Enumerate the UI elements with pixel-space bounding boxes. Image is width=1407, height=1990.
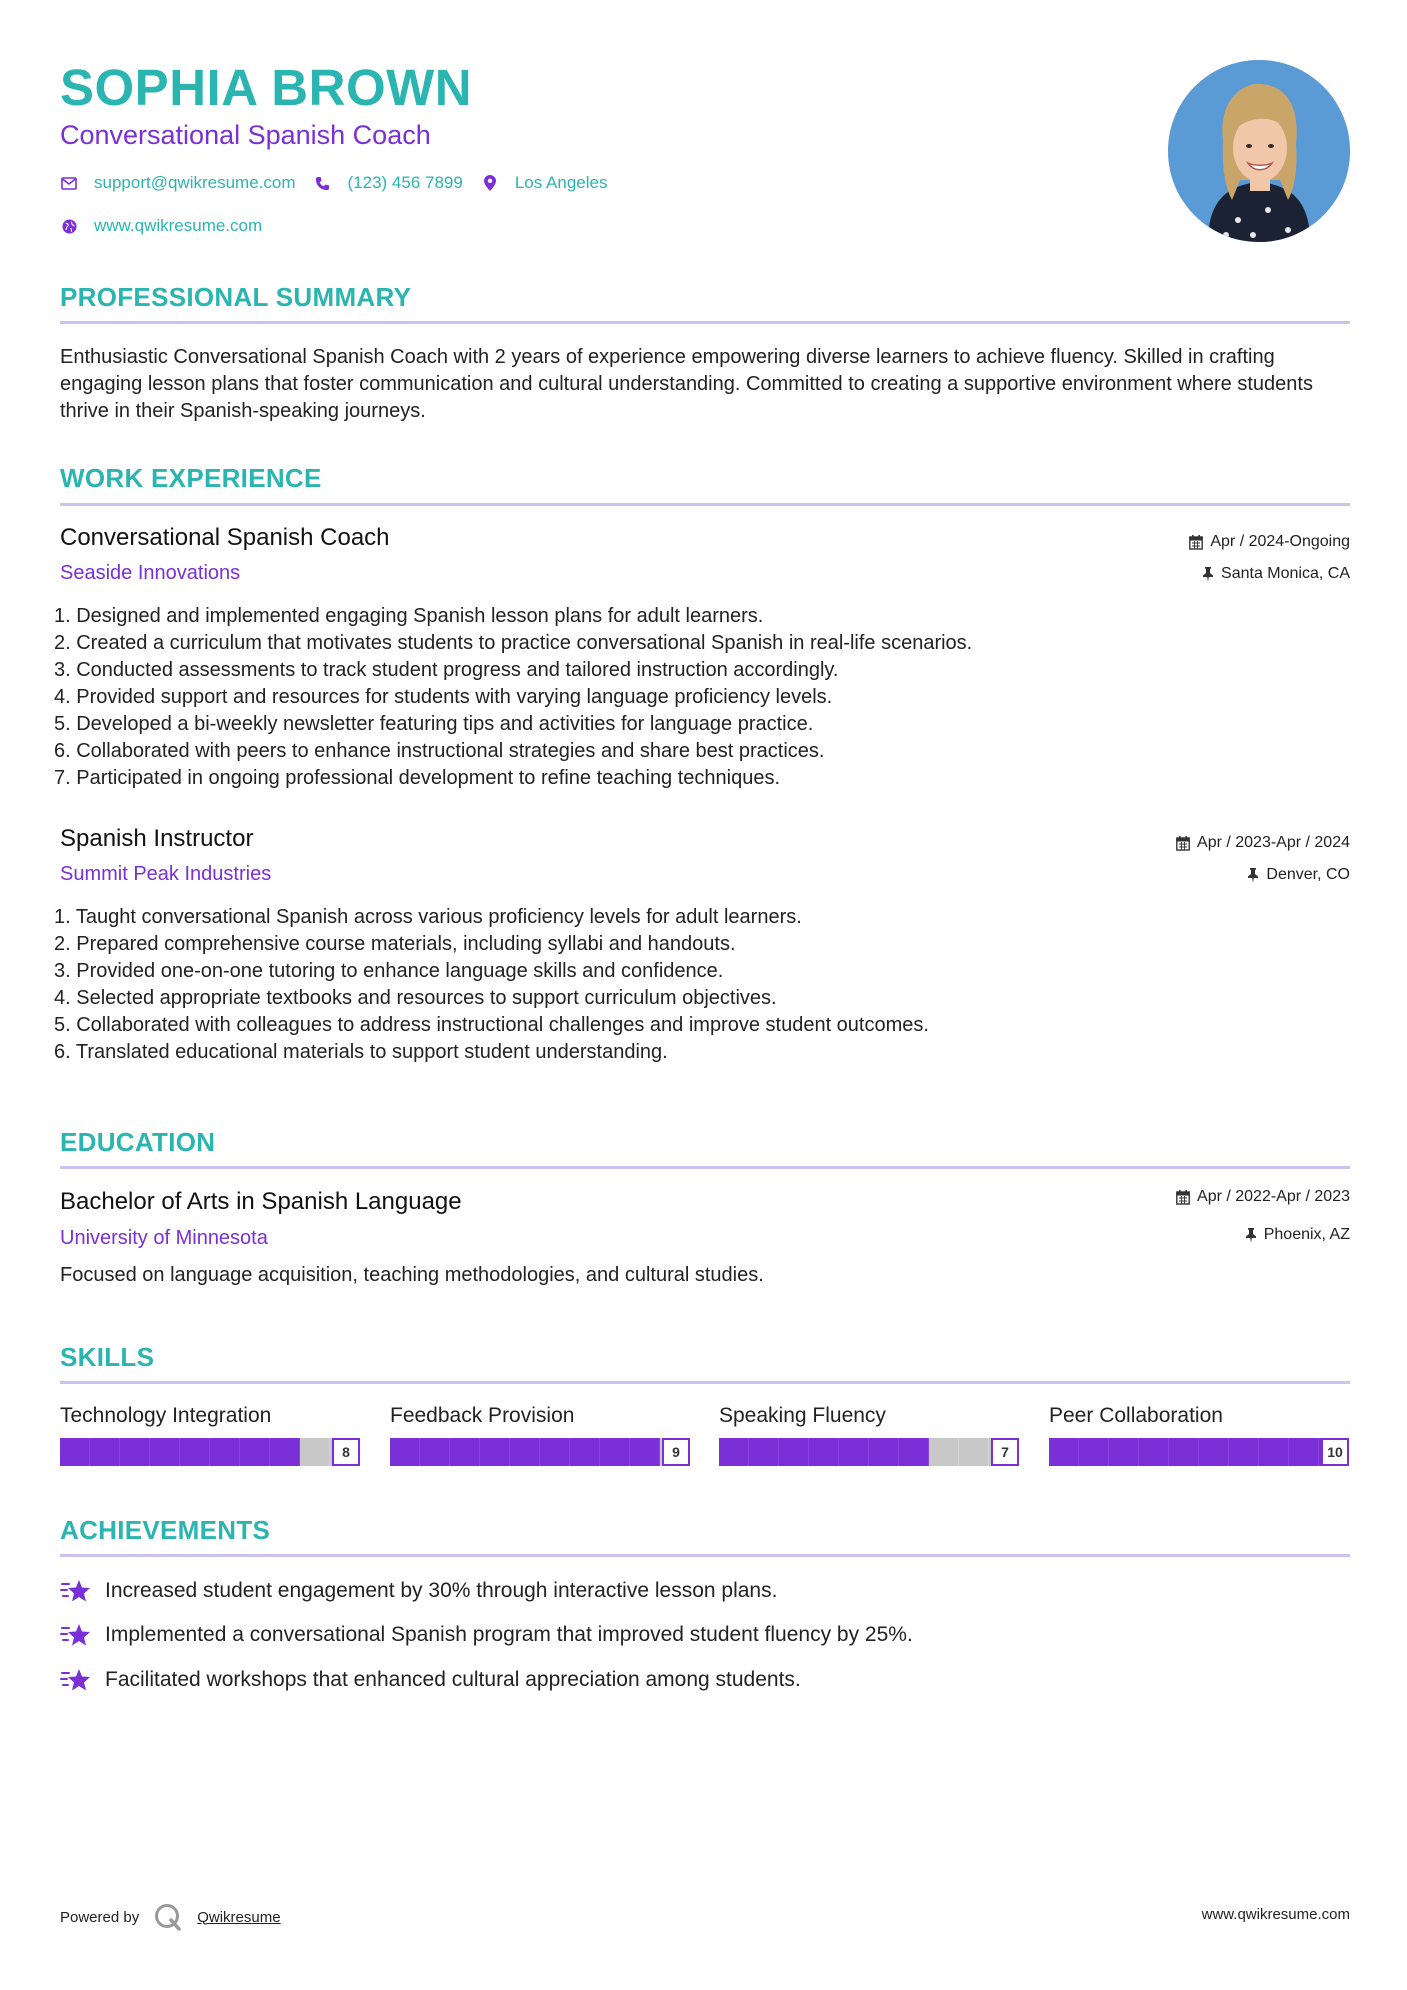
skill-segment-empty <box>300 1438 330 1466</box>
skill-level-badge: 8 <box>332 1438 360 1466</box>
powered-by-label: Powered by <box>60 1908 140 1926</box>
section-divider <box>60 503 1350 506</box>
footer-url[interactable]: www.qwikresume.com <box>1201 1906 1350 1923</box>
website-link[interactable]: www.qwikresume.com <box>94 216 263 235</box>
skill-segment-filled <box>210 1438 240 1466</box>
job-dates <box>1176 834 1350 852</box>
candidate-name: SOPHIA BROWN <box>60 59 473 116</box>
experience-heading: WORK EXPERIENCE <box>60 463 322 493</box>
section-divider <box>60 1166 1350 1169</box>
section-divider <box>60 321 1350 324</box>
contact-row-primary <box>60 173 625 193</box>
list-item: 1. Designed and implemented engaging Spanish lesson plans for adult learners. <box>54 605 764 627</box>
skill-segment-filled <box>240 1438 270 1466</box>
skill-segment-filled <box>390 1438 420 1466</box>
qwikresume-link[interactable]: Qwikresume <box>197 1908 281 1926</box>
job-dates-text: Apr / 2024-Ongoing <box>1210 533 1350 550</box>
skill-segment-filled <box>540 1438 570 1466</box>
job-dates <box>1189 533 1350 551</box>
school-name: University of Minnesota <box>60 1227 268 1249</box>
calendar-icon <box>1176 836 1190 851</box>
pin-icon <box>1202 567 1214 582</box>
footer-powered-by <box>60 1902 281 1932</box>
skill-segment-filled <box>270 1438 300 1466</box>
achievement-text: Implemented a conversational Spanish program that improved student fluency by 25%. <box>105 1623 913 1646</box>
skill-segment-filled <box>749 1438 779 1466</box>
achievement-item <box>60 1666 801 1694</box>
globe-icon <box>60 217 78 235</box>
education-dates-text: Apr / 2022-Apr / 2023 <box>1197 1188 1350 1205</box>
list-item: 3. Conducted assessments to track student progress and tailored instruction accordingly. <box>54 659 839 681</box>
skill-segment-filled <box>1169 1438 1199 1466</box>
skill-segment-filled <box>1109 1438 1139 1466</box>
skill-label: Feedback Provision <box>390 1404 575 1427</box>
job-location-text: Denver, CO <box>1266 866 1350 883</box>
job-duties-list <box>54 904 929 1066</box>
calendar-icon <box>1189 535 1203 550</box>
skill-segment-filled <box>1079 1438 1109 1466</box>
skill-level-badge: 9 <box>662 1438 690 1466</box>
skill-segment-filled <box>899 1438 929 1466</box>
pin-icon <box>1247 868 1259 883</box>
job-title: Conversational Spanish Coach <box>60 524 390 551</box>
skill-level-badge: 7 <box>991 1438 1019 1466</box>
list-item: 2. Created a curriculum that motivates students to practice conversational Spanish in real-life scenarios. <box>54 632 973 654</box>
email-link[interactable]: support@qwikresume.com <box>94 173 296 192</box>
summary-text: Enthusiastic Conversational Spanish Coach with 2 years of experience empowering diverse learners to achieve fluency. Skilled in crafting engaging lesson plans that foster communication and cultural understanding. Committed to creating a supportive environment where students thrive in their Spanish-speaking journeys. <box>60 346 1313 422</box>
phone-icon <box>314 174 332 192</box>
skill-segment-filled <box>510 1438 540 1466</box>
profile-photo <box>1168 60 1350 242</box>
skill-segment-filled <box>839 1438 869 1466</box>
list-item: 4. Provided support and resources for students with varying language proficiency levels. <box>54 686 833 708</box>
skill-label: Peer Collaboration <box>1049 1404 1223 1427</box>
location-text: Los Angeles <box>514 173 608 192</box>
email-icon <box>60 174 78 192</box>
star-icon <box>60 1577 92 1605</box>
skill-bar <box>60 1438 360 1466</box>
skill-segment-filled <box>450 1438 480 1466</box>
star-icon <box>60 1666 92 1694</box>
achievement-item <box>60 1621 913 1649</box>
skill-segment-filled <box>1229 1438 1259 1466</box>
skill-segment-filled <box>1199 1438 1229 1466</box>
education-location-text: Phoenix, AZ <box>1263 1226 1350 1243</box>
skill-segment-filled <box>1289 1438 1319 1466</box>
list-item: 1. Taught conversational Spanish across various proficiency levels for adult learners. <box>54 906 802 928</box>
achievement-item <box>60 1577 777 1605</box>
job-duties-list <box>54 603 972 792</box>
skill-segment-filled <box>809 1438 839 1466</box>
list-item: 6. Collaborated with peers to enhance instructional strategies and share best practices. <box>54 740 825 762</box>
list-item: 5. Developed a bi-weekly newsletter featuring tips and activities for language practice. <box>54 713 814 735</box>
job-title: Spanish Instructor <box>60 825 254 852</box>
map-pin-icon <box>481 174 499 192</box>
education-heading: EDUCATION <box>60 1127 216 1157</box>
skill-segment-filled <box>719 1438 749 1466</box>
skill-segment-filled <box>570 1438 600 1466</box>
skill-segment-filled <box>1139 1438 1169 1466</box>
education-dates <box>1176 1188 1350 1206</box>
candidate-title: Conversational Spanish Coach <box>60 120 431 150</box>
contact-row-secondary <box>60 216 280 236</box>
skill-segment-filled <box>90 1438 120 1466</box>
list-item: 6. Translated educational materials to support student understanding. <box>54 1041 668 1063</box>
job-location <box>1202 565 1350 583</box>
summary-heading: PROFESSIONAL SUMMARY <box>60 282 412 312</box>
list-item: 3. Provided one-on-one tutoring to enhance language skills and confidence. <box>54 960 724 982</box>
job-dates-text: Apr / 2023-Apr / 2024 <box>1197 834 1350 851</box>
skill-segment-filled <box>1259 1438 1289 1466</box>
section-divider <box>60 1554 1350 1557</box>
skill-segment-filled <box>1049 1438 1079 1466</box>
skill-segment-filled <box>480 1438 510 1466</box>
achievement-text: Increased student engagement by 30% through interactive lesson plans. <box>105 1579 778 1602</box>
list-item: 7. Participated in ongoing professional development to refine teaching techniques. <box>54 767 781 789</box>
job-location-text: Santa Monica, CA <box>1221 565 1350 582</box>
skill-segment-filled <box>869 1438 899 1466</box>
skill-bar <box>390 1438 690 1466</box>
skill-bar <box>1049 1438 1349 1466</box>
education-location <box>1245 1226 1350 1244</box>
company-name: Summit Peak Industries <box>60 863 272 885</box>
skill-segment-filled <box>600 1438 630 1466</box>
skill-level-badge: 10 <box>1321 1438 1349 1466</box>
skill-segment-filled <box>60 1438 90 1466</box>
skill-segment-filled <box>150 1438 180 1466</box>
list-item: 5. Collaborated with colleagues to address instructional challenges and improve student outcomes. <box>54 1014 929 1036</box>
qwikresume-logo-icon <box>153 1902 183 1932</box>
skill-label: Technology Integration <box>60 1404 272 1427</box>
skills-heading: SKILLS <box>60 1342 155 1372</box>
list-item: 2. Prepared comprehensive course materials, including syllabi and handouts. <box>54 933 736 955</box>
company-name: Seaside Innovations <box>60 562 241 584</box>
phone-number[interactable]: (123) 456 7899 <box>347 173 463 192</box>
list-item: 4. Selected appropriate textbooks and resources to support curriculum objectives. <box>54 987 777 1009</box>
skill-segment-filled <box>630 1438 660 1466</box>
skill-segment-empty <box>929 1438 959 1466</box>
section-divider <box>60 1381 1350 1384</box>
achievements-heading: ACHIEVEMENTS <box>60 1515 271 1545</box>
skill-segment-filled <box>779 1438 809 1466</box>
skill-label: Speaking Fluency <box>719 1404 886 1427</box>
skill-segment-filled <box>420 1438 450 1466</box>
calendar-icon <box>1176 1190 1190 1205</box>
achievement-text: Facilitated workshops that enhanced cultural appreciation among students. <box>105 1668 801 1691</box>
degree-title: Bachelor of Arts in Spanish Language <box>60 1188 462 1215</box>
skill-segment-empty <box>959 1438 989 1466</box>
education-description: Focused on language acquisition, teaching methodologies, and cultural studies. <box>60 1264 764 1286</box>
skill-segment-filled <box>180 1438 210 1466</box>
pin-icon <box>1245 1228 1257 1243</box>
job-location <box>1247 866 1350 884</box>
star-icon <box>60 1621 92 1649</box>
skill-bar <box>719 1438 1019 1466</box>
skill-segment-filled <box>120 1438 150 1466</box>
